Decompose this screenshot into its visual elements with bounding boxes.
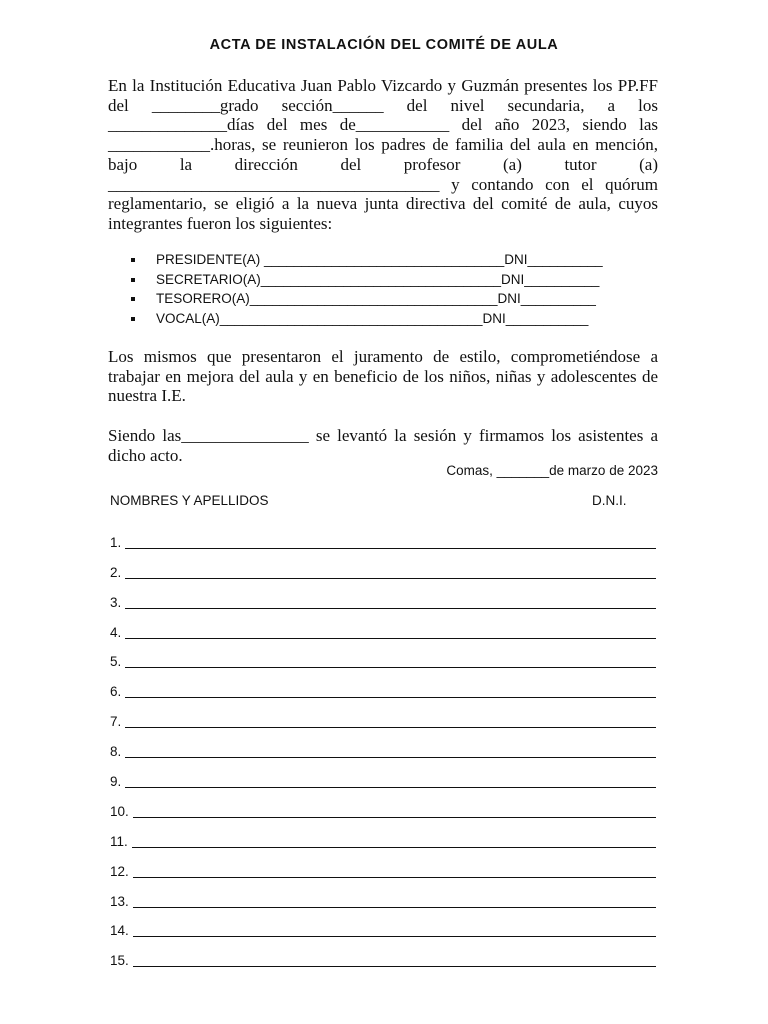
member-treasurer: [128, 289, 603, 309]
signature-row-number: 4.: [110, 624, 122, 640]
signature-line: [125, 624, 656, 639]
signature-row-number: 6.: [110, 684, 122, 700]
signature-row: [110, 582, 656, 612]
signature-row: [110, 761, 656, 791]
signature-row-number: 10.: [110, 803, 129, 819]
column-header-dni: D.N.I.: [592, 493, 627, 508]
bullet-icon: [131, 317, 135, 321]
member-vocal: [128, 309, 603, 329]
signature-row: [110, 851, 656, 881]
signature-row: [110, 791, 656, 821]
signature-line: [133, 863, 656, 878]
signature-row-number: 9.: [110, 774, 122, 790]
signature-row-number: 1.: [110, 534, 122, 550]
signature-row-number: 13.: [110, 893, 129, 909]
signature-row-number: 11.: [110, 833, 128, 849]
signature-row: [110, 701, 656, 731]
signature-line: [133, 893, 656, 908]
signature-row-number: 12.: [110, 863, 129, 879]
signature-row: [110, 821, 656, 851]
signature-row: [110, 940, 656, 970]
intro-paragraph: En la Institución Educativa Juan Pablo Vizcardo y Guzmán presentes los PP.FF del ________grado sección______ del nivel secundaria, a los ______________días del mes de___________ del año 2023, siendo las ____________.horas, se reunieron los padres de familia del aula en mención, bajo la dirección del profesor (a) tutor (a) _______________________________________ y contando con el quórum reglamentario, se eligió a la nueva junta directiva del comité de aula, cuyos integrantes fueron los siguientes:: [108, 76, 658, 233]
signature-row: [110, 552, 656, 582]
signature-row: [110, 642, 656, 672]
signature-row: [110, 881, 656, 911]
signature-row-number: 7.: [110, 714, 122, 730]
bullet-icon: [131, 278, 135, 282]
member-line: PRESIDENTE(A) ________________________________DNI__________: [156, 252, 603, 267]
signature-row-number: 8.: [110, 744, 122, 760]
closing-paragraph: Siendo las_______________ se levantó la sesión y firmamos los asistentes a dicho acto.: [108, 426, 658, 465]
signature-line: [125, 534, 656, 549]
signature-line: [125, 564, 656, 579]
signature-line: [125, 713, 656, 728]
signature-line: [132, 833, 656, 848]
signature-list: [110, 522, 656, 970]
column-header-names: NOMBRES Y APELLIDOS: [110, 493, 269, 508]
signature-line: [133, 952, 656, 967]
signature-line: [133, 803, 656, 818]
signature-line: [125, 683, 656, 698]
member-secretary: [128, 270, 603, 290]
signature-row-number: 3.: [110, 594, 122, 610]
signature-row-number: 2.: [110, 564, 122, 580]
signature-row-number: 15.: [110, 953, 129, 969]
signature-line: [125, 594, 656, 609]
signature-line: [125, 743, 656, 758]
pledge-paragraph: Los mismos que presentaron el juramento de estilo, comprometiéndose a trabajar en mejora del aula y en beneficio de los niños, niñas y adolescentes de nuestra I.E.: [108, 347, 658, 406]
bullet-icon: [131, 258, 135, 262]
member-president: [128, 250, 603, 270]
signature-row: [110, 612, 656, 642]
signature-line: [125, 653, 656, 668]
board-members-list: [128, 250, 603, 328]
document-title: ACTA DE INSTALACIÓN DEL COMITÉ DE AULA: [209, 37, 559, 53]
member-line: SECRETARIO(A)________________________________DNI__________: [156, 271, 600, 287]
signature-row: [110, 911, 656, 941]
signature-row: [110, 731, 656, 761]
signature-row: [110, 522, 656, 552]
signature-line: [125, 773, 656, 788]
signature-row-number: 5.: [110, 654, 122, 670]
signature-line: [133, 922, 656, 937]
member-line: VOCAL(A)___________________________________DNI___________: [156, 310, 589, 326]
signature-row: [110, 671, 656, 701]
signature-row-number: 14.: [110, 923, 129, 939]
place-date: Comas, _______de marzo de 2023: [446, 463, 658, 478]
bullet-icon: [131, 297, 135, 301]
member-line: TESORERO(A)_________________________________DNI__________: [156, 291, 596, 306]
